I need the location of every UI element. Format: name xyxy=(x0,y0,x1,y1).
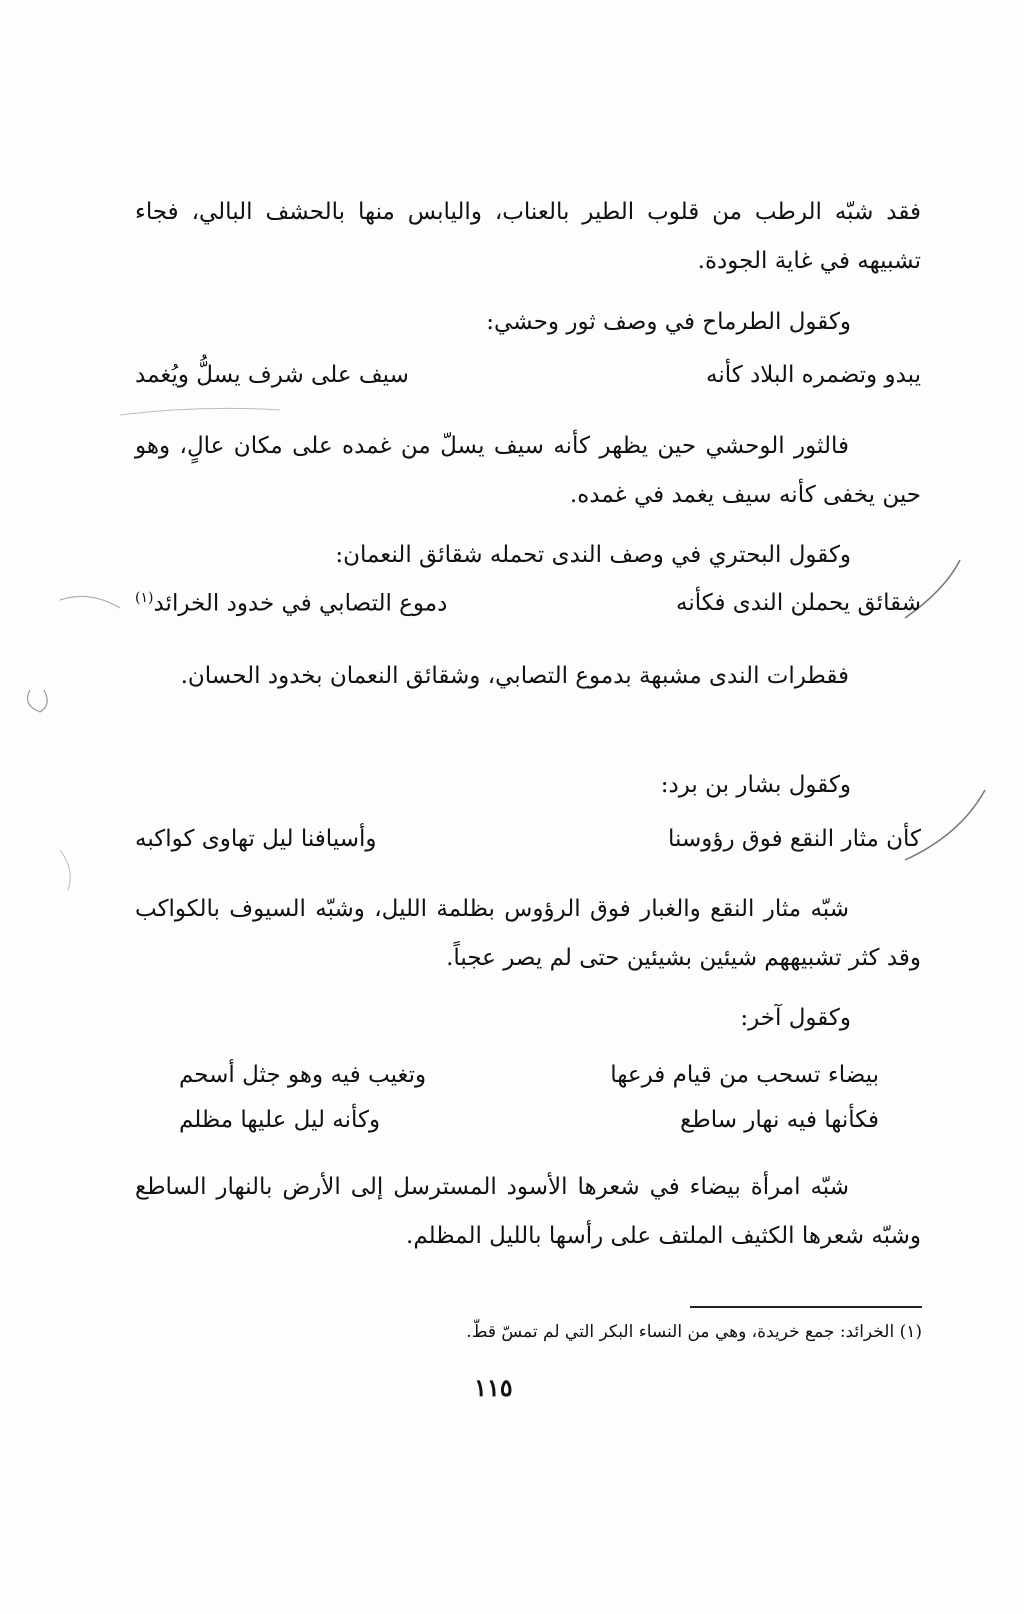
verse-line-1 xyxy=(135,362,921,406)
footnote-marker: (١) xyxy=(135,590,154,606)
verse-line-5 xyxy=(179,1107,879,1151)
verse-2-first-hemistich: شقائق يحملن الندى فكأنه xyxy=(676,590,921,616)
verse-4-first-hemistich: بيضاء تسحب من قيام فرعها xyxy=(610,1062,879,1088)
verse-5-second-hemistich: وكأنه ليل عليها مظلم xyxy=(179,1107,381,1133)
verse-line-3 xyxy=(135,826,921,870)
paragraph-4: شبّه مثار النقع والغبار فوق الرؤوس بظلمة الليل، وشبّه السيوف بالكواكب وقد كثر تشبيههم شيئين بشيئين حتى لم يصر عجباً. xyxy=(135,896,921,971)
paragraph-1: فقد شبّه الرطب من قلوب الطير بالعناب، واليابس منها بالحشف البالي، فجاء تشبيهه في غاية الجودة. xyxy=(135,199,921,274)
paragraph-5: شبّه امرأة بيضاء في شعرها الأسود المسترسل إلى الأرض بالنهار الساطع وشبّه شعرها الكثيف الملتف على رأسها بالليل المظلم. xyxy=(135,1174,921,1249)
page-number: ١١٥ xyxy=(474,1373,513,1402)
verse-4-second-hemistich: وتغيب فيه وهو جثل أسحم xyxy=(179,1062,427,1088)
verse-2-second-hemistich xyxy=(135,590,447,617)
verse-intro-2: وكقول البحتري في وصف الندى تحمله شقائق النعمان: xyxy=(335,542,851,568)
verse-3-second-hemistich: وأسيافنا ليل تهاوى كواكبه xyxy=(135,826,377,852)
verse-2-second-text: دموع التصابي في خدود الخرائد xyxy=(153,590,448,617)
verse-3-first-hemistich: كأن مثار النقع فوق رؤوسنا xyxy=(668,826,921,852)
verse-intro-3: وكقول بشار بن برد: xyxy=(660,772,851,798)
verse-intro-1: وكقول الطرماح في وصف ثور وحشي: xyxy=(486,309,851,335)
verse-intro-4: وكقول آخر: xyxy=(740,1005,851,1031)
footnote-separator xyxy=(690,1306,922,1308)
verse-line-4 xyxy=(179,1062,879,1106)
verse-line-2 xyxy=(135,590,921,634)
verse-1-first-hemistich: يبدو وتضمره البلاد كأنه xyxy=(706,362,921,388)
verse-5-first-hemistich: فكأنها فيه نهار ساطع xyxy=(680,1107,879,1133)
paragraph-3: فقطرات الندى مشبهة بدموع التصابي، وشقائق النعمان بخدود الحسان. xyxy=(180,663,849,689)
footnote: (١) الخرائد: جمع خريدة، وهي من النساء البكر التي لم تمسّ قطّ. xyxy=(466,1322,922,1342)
paragraph-2: فالثور الوحشي حين يظهر كأنه سيف يسلّ من غمده على مكان عالٍ، وهو حين يخفى كأنه سيف يغمد في غمده. xyxy=(135,433,921,508)
verse-1-second-hemistich: سيف على شرف يسلُّ ويُغمد xyxy=(135,362,409,388)
